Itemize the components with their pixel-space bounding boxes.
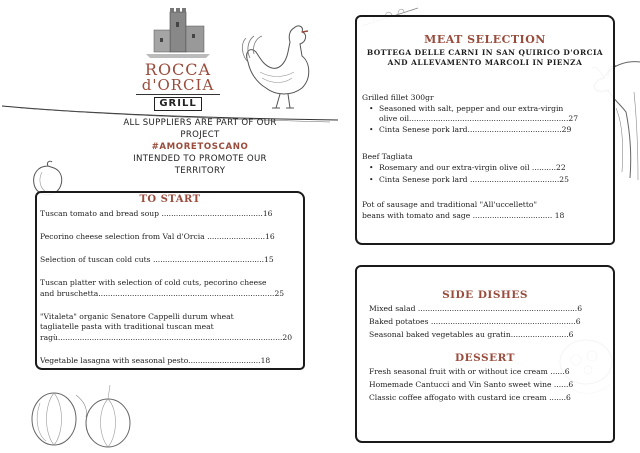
castle-icon: [146, 8, 210, 58]
meat-title: MEAT SELECTION: [424, 33, 546, 46]
list-item: olive oil..................................................................27: [379, 114, 579, 123]
rooster-icon: [240, 22, 320, 110]
list-item: Tuscan platter with selection of cold cuts, pecorino cheese: [40, 278, 267, 287]
bullet-icon: •: [369, 125, 374, 134]
meat-subtitle-1: BOTTEGA DELLE CARNI IN SAN QUIRICO D'ORCIA: [366, 48, 604, 57]
list-item: "Vitaleta" organic Senatore Cappelli durum wheat: [40, 312, 234, 321]
meat-subtitle-2: AND ALLEVAMENTO MARCOLI IN PIENZA: [387, 58, 583, 67]
meat-selection-section: [355, 15, 615, 245]
list-item: tagliatelle pasta with traditional tuscan meat: [40, 322, 214, 331]
list-item: and bruschetta.........................................................................25: [40, 289, 285, 298]
side-dishes-title: SIDE DISHES: [442, 289, 528, 301]
list-item: Cinta Senese pork lard .....................................25: [379, 175, 569, 184]
restaurant-logo: [128, 8, 228, 108]
tagliata-heading: Beef Tagliata: [362, 152, 413, 161]
side-dishes-dessert-section: [355, 265, 615, 443]
bullet-icon: •: [369, 175, 374, 184]
list-item: Tuscan tomato and bread soup ..........................................16: [40, 209, 273, 218]
logo-divider: [136, 94, 220, 95]
list-item: Baked potatoes ............................................................6: [369, 317, 581, 326]
list-item: Pot of sausage and traditional "All'uccelletto": [362, 200, 537, 209]
onion-garlic-icon: [26, 375, 136, 453]
list-item: Mixed salad ..................................................................6: [369, 304, 583, 313]
list-item: Classic coffee affogato with custard ice cream .......6: [369, 393, 571, 402]
suppliers-line-1: ALL SUPPLIERS ARE PART OF OUR: [123, 118, 277, 128]
list-item: Seasoned with salt, pepper and our extra-virgin: [379, 104, 564, 113]
suppliers-hashtag: #AMORETOSCANO: [151, 142, 249, 152]
suppliers-note: [60, 117, 340, 177]
list-item: Pecorino cheese selection from Val d'Orcia ........................16: [40, 232, 275, 241]
dessert-title: DESSERT: [455, 352, 515, 364]
list-item: Selection of tuscan cold cuts ..............................................15: [40, 255, 274, 264]
list-item: Seasonal baked vegetables au gratin........................6: [369, 330, 574, 339]
logo-text-rocca: ROCCA: [144, 60, 212, 79]
list-item: Vegetable lasagna with seasonal pesto..............................18: [40, 356, 271, 365]
list-item: Cinta Senese pork lard.......................................29: [379, 125, 572, 134]
fillet-heading: Grilled fillet 300gr: [362, 93, 434, 102]
bullet-icon: •: [369, 104, 374, 113]
suppliers-line-4: TERRITORY: [174, 166, 226, 176]
to-start-section: [35, 191, 305, 370]
list-item: Homemade Cantucci and Vin Santo sweet wine ......6: [369, 380, 574, 389]
suppliers-line-3: INTENDED TO PROMOTE OUR: [133, 154, 267, 164]
bullet-icon: •: [369, 163, 374, 172]
suppliers-line-2: PROJECT: [180, 130, 220, 140]
list-item: beans with tomato and sage ................................. 18: [362, 211, 565, 220]
list-item: Fresh seasonal fruit with or without ice cream ......6: [369, 367, 570, 376]
logo-text-dorcia: d'ORCIA: [141, 76, 215, 94]
logo-grill-badge: GRILL: [154, 97, 202, 111]
to-start-title: TO START: [139, 194, 201, 205]
list-item: Rosemary and our extra-virgin olive oil ..........22: [379, 163, 566, 172]
list-item: ragù.............................................................................................20: [40, 333, 293, 342]
